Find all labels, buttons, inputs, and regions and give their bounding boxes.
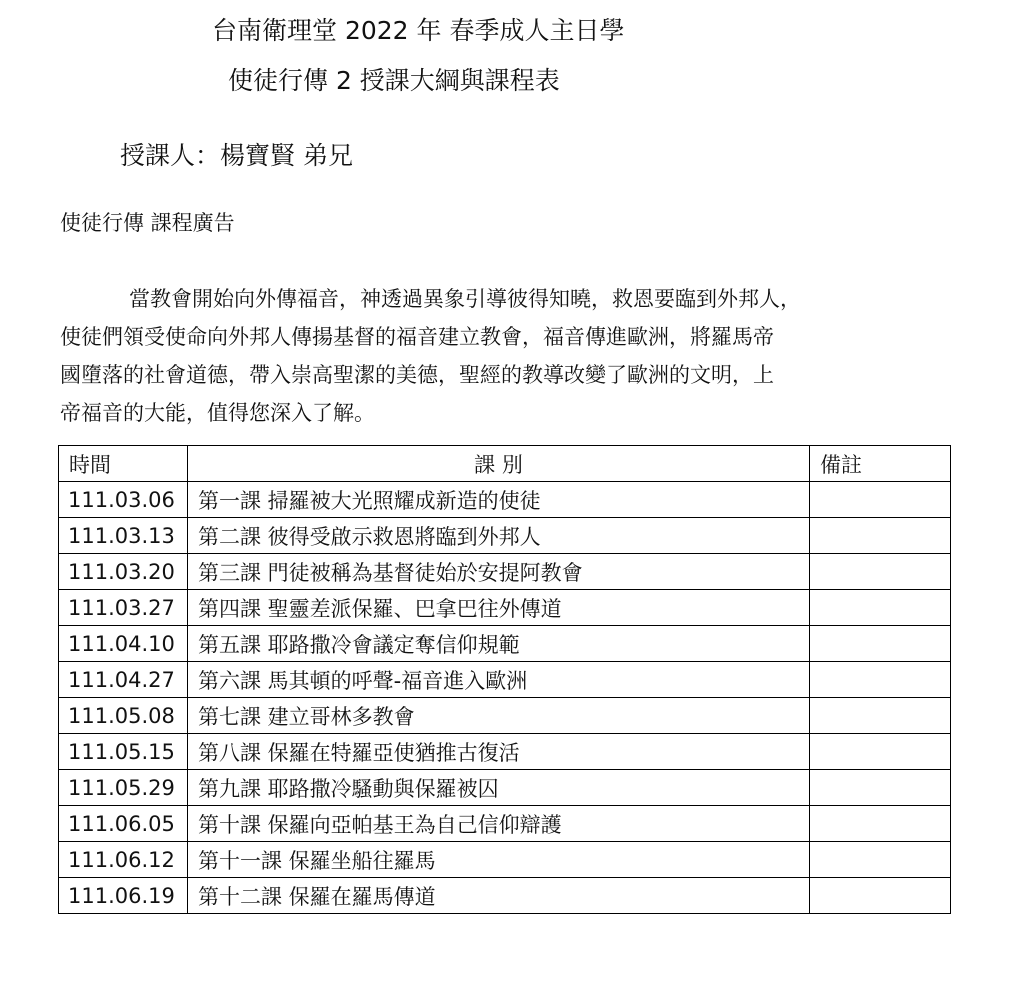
teacher-line: 授課人：楊寶賢 弟兄 — [120, 141, 353, 170]
row-course: 第三課 門徒被稱為基督徒始於安提阿教會 — [188, 554, 810, 590]
table-row — [59, 842, 951, 878]
table-row — [59, 770, 951, 806]
table-header-row — [59, 446, 951, 482]
row-date: 111.03.06 — [59, 482, 188, 518]
table-row — [59, 734, 951, 770]
row-note — [810, 626, 951, 662]
row-date: 111.05.08 — [59, 698, 188, 734]
row-course: 第八課 保羅在特羅亞使猶推古復活 — [188, 734, 810, 770]
row-note — [810, 554, 951, 590]
row-note — [810, 590, 951, 626]
ad-heading: 使徒行傳 課程廣告 — [60, 211, 235, 235]
schedule-table — [58, 445, 951, 914]
row-course: 第七課 建立哥林多教會 — [188, 698, 810, 734]
table-row — [59, 554, 951, 590]
row-date: 111.05.29 — [59, 770, 188, 806]
row-note — [810, 518, 951, 554]
row-note — [810, 662, 951, 698]
row-note — [810, 806, 951, 842]
table-row — [59, 626, 951, 662]
table-row — [59, 806, 951, 842]
row-note — [810, 878, 951, 914]
table-row — [59, 662, 951, 698]
row-course: 第十課 保羅向亞帕基王為自己信仰辯護 — [188, 806, 810, 842]
row-note — [810, 698, 951, 734]
row-date: 111.06.05 — [59, 806, 188, 842]
table-row — [59, 482, 951, 518]
row-note — [810, 842, 951, 878]
header-time: 時間 — [59, 446, 188, 482]
row-date: 111.03.13 — [59, 518, 188, 554]
row-date: 111.06.19 — [59, 878, 188, 914]
ad-paragraph — [60, 281, 801, 433]
table-row — [59, 590, 951, 626]
header-note: 備註 — [810, 446, 951, 482]
row-course: 第九課 耶路撒冷騷動與保羅被囚 — [188, 770, 810, 806]
row-course: 第二課 彼得受啟示救恩將臨到外邦人 — [188, 518, 810, 554]
row-course: 第五課 耶路撒冷會議定奪信仰規範 — [188, 626, 810, 662]
table-row — [59, 518, 951, 554]
header-course: 課 別 — [188, 446, 810, 482]
table-row — [59, 698, 951, 734]
ad-line: 當教會開始向外傳福音，神透過異象引導彼得知曉，救恩要臨到外邦人， — [129, 287, 801, 311]
document-title: 台南衛理堂 2022 年 春季成人主日學 — [212, 16, 625, 45]
row-course: 第一課 掃羅被大光照耀成新造的使徒 — [188, 482, 810, 518]
row-note — [810, 482, 951, 518]
row-note — [810, 734, 951, 770]
ad-line: 帝福音的大能，值得您深入了解。 — [60, 401, 375, 425]
row-course: 第十二課 保羅在羅馬傳道 — [188, 878, 810, 914]
ad-line: 使徒們領受使命向外邦人傳揚基督的福音建立教會，福音傳進歐洲，將羅馬帝 — [60, 325, 774, 349]
row-date: 111.03.27 — [59, 590, 188, 626]
row-note — [810, 770, 951, 806]
row-date: 111.04.27 — [59, 662, 188, 698]
row-course: 第十一課 保羅坐船往羅馬 — [188, 842, 810, 878]
row-date: 111.04.10 — [59, 626, 188, 662]
row-course: 第六課 馬其頓的呼聲-福音進入歐洲 — [188, 662, 810, 698]
row-date: 111.05.15 — [59, 734, 188, 770]
row-date: 111.06.12 — [59, 842, 188, 878]
row-date: 111.03.20 — [59, 554, 188, 590]
document-subtitle: 使徒行傳 2 授課大綱與課程表 — [228, 66, 560, 95]
row-course: 第四課 聖靈差派保羅、巴拿巴往外傳道 — [188, 590, 810, 626]
ad-line: 國墮落的社會道德，帶入崇高聖潔的美德，聖經的教導改變了歐洲的文明，上 — [60, 363, 774, 387]
table-row — [59, 878, 951, 914]
